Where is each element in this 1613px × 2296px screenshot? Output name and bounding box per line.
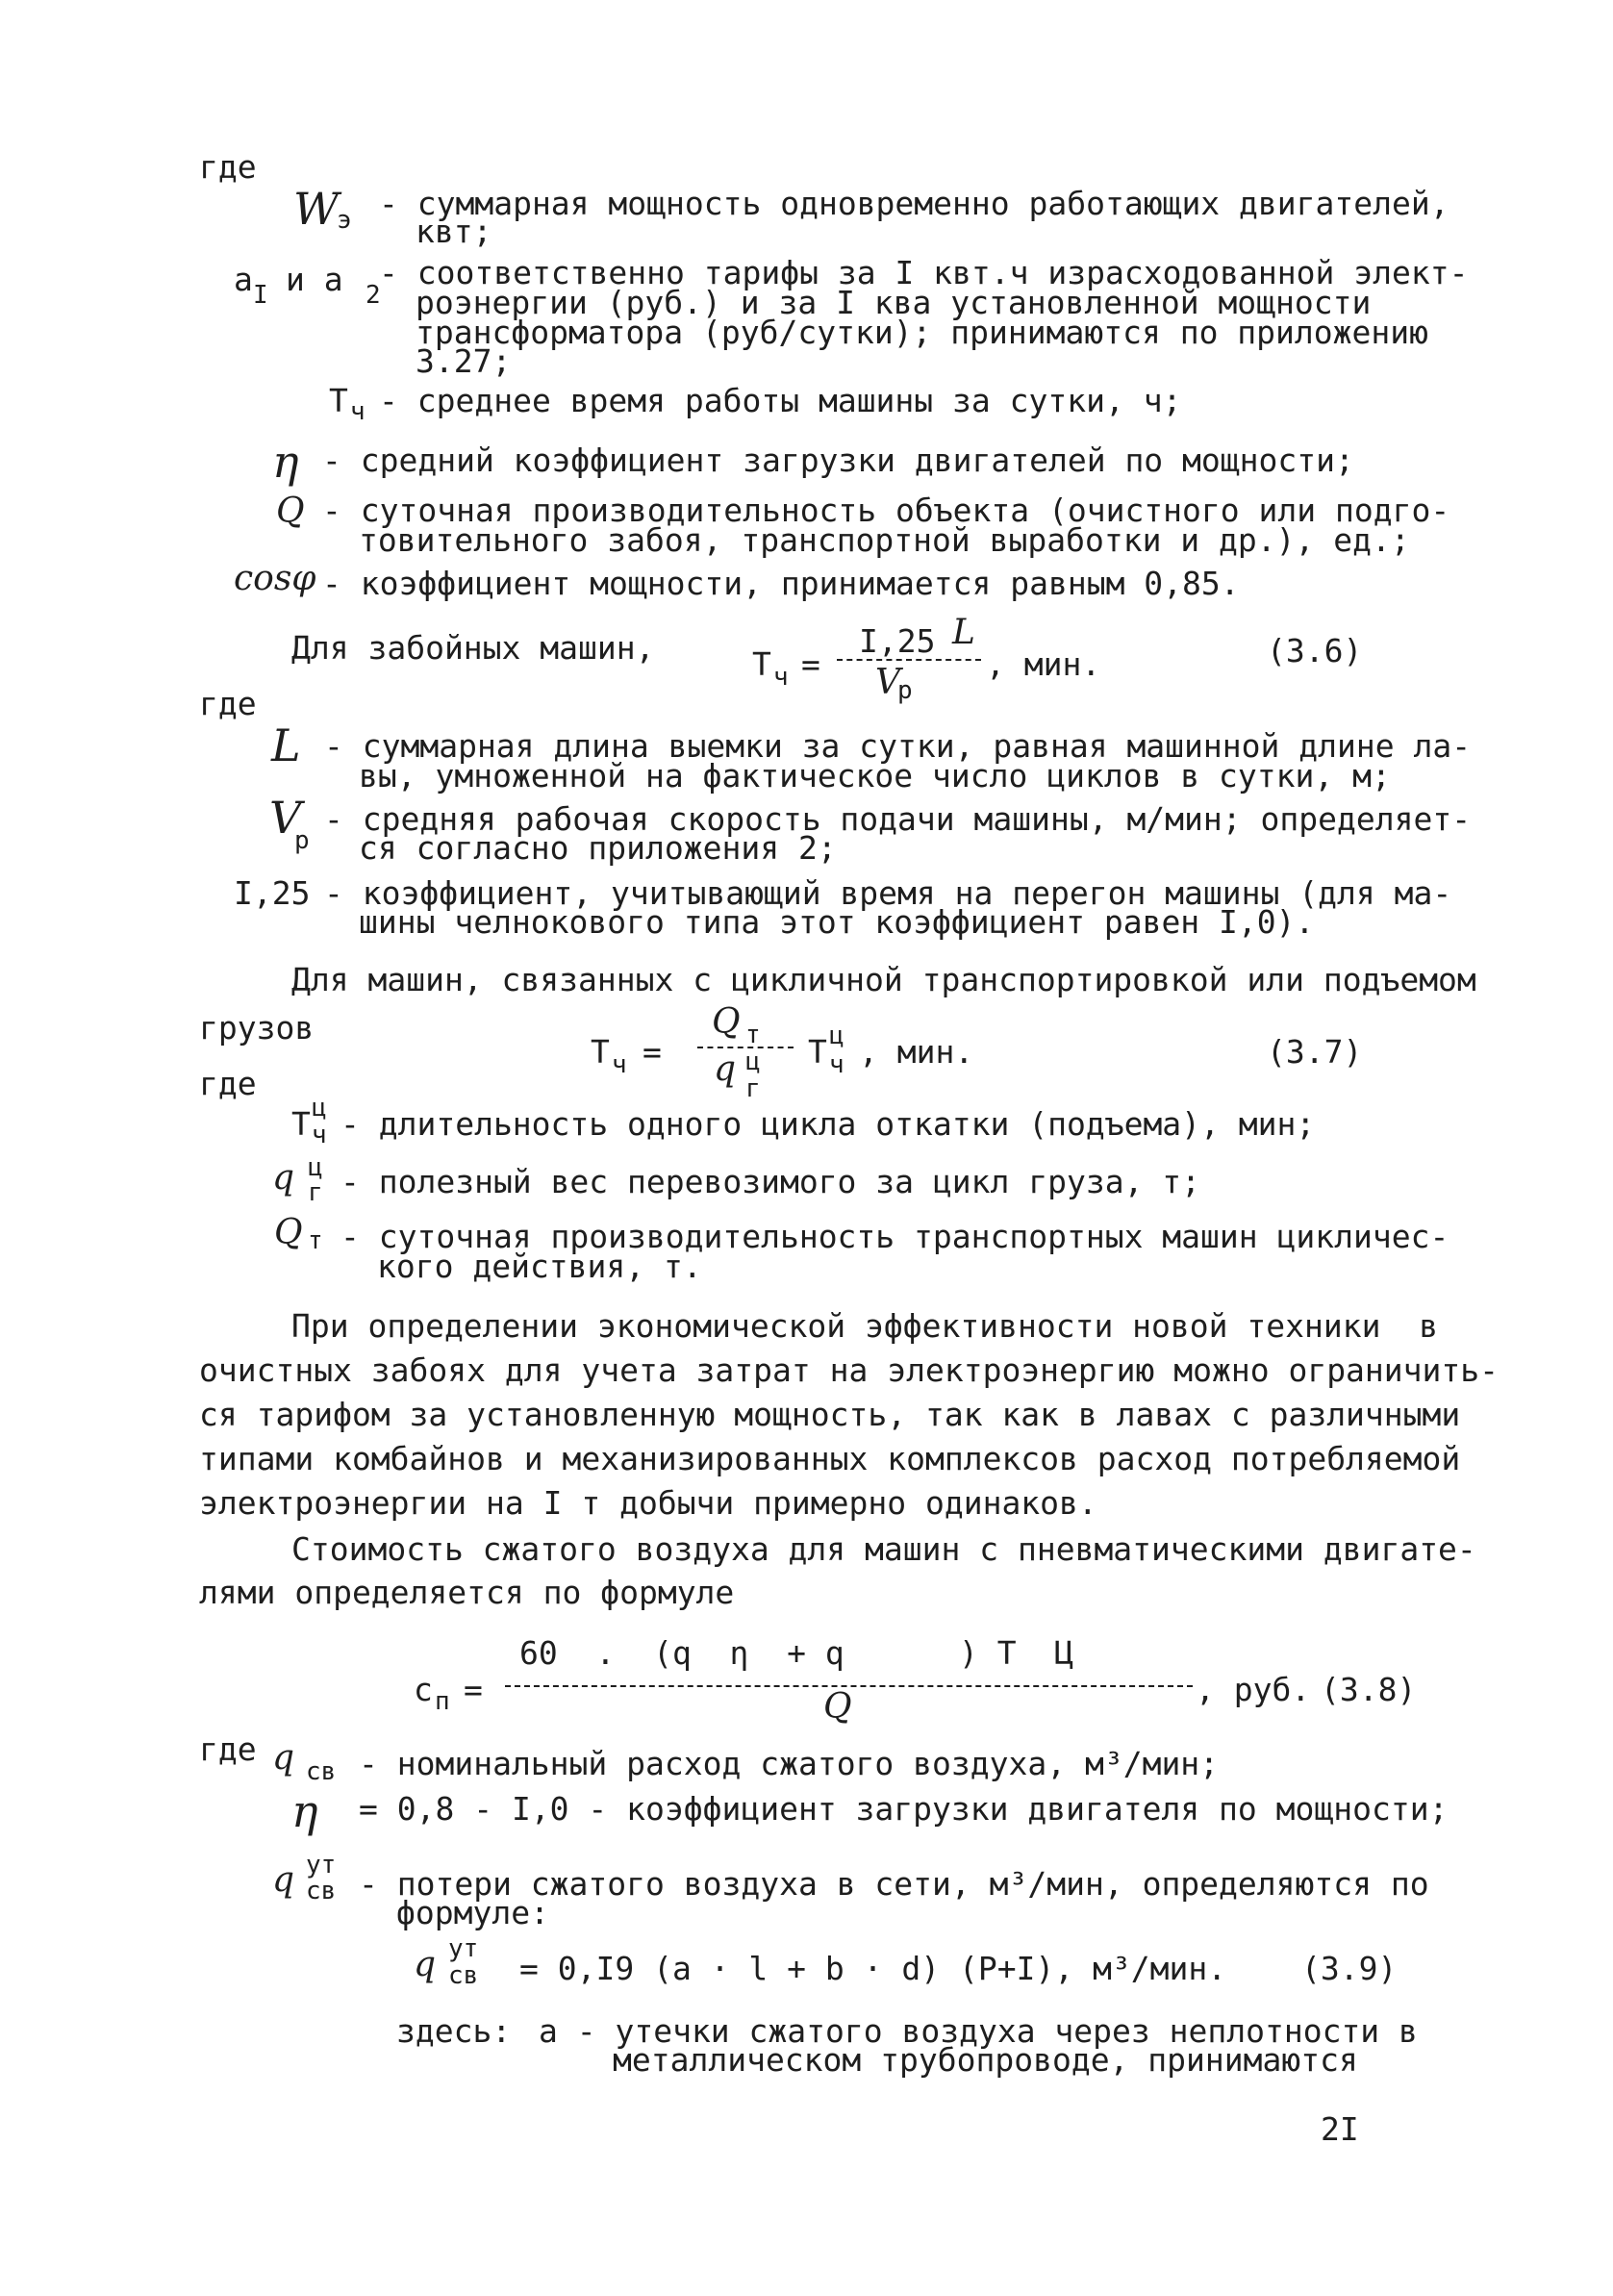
symbol-l: L — [271, 719, 301, 771]
eq37-unit: , мин. — [859, 1033, 974, 1071]
where-label-3: где — [199, 1065, 257, 1102]
def-q-line2: товительного забоя, транспортной выработки и др.), ед.; — [359, 521, 1410, 559]
symbol-a2: и a — [286, 261, 343, 298]
symbol-qsv: q — [272, 1738, 295, 1778]
symbol-q: Q — [276, 492, 305, 531]
eq37-den-sup: ц — [745, 1047, 761, 1076]
para-air-line2: лями определяется по формуле — [199, 1574, 735, 1611]
symbol-tcycle: T — [291, 1105, 311, 1143]
def-vp-line2: ся согласно приложения 2; — [359, 829, 837, 867]
eq38-numerator: 60 . (q η + q ) T Ц — [519, 1634, 1074, 1672]
symbol-tch-sub: ч — [350, 397, 365, 426]
symbol-qcycle: q — [272, 1158, 295, 1198]
eq36-lhs: T — [752, 645, 771, 683]
eq39-rhs: = 0,I9 (a · l + b · d) (P+I), м³/мин. — [519, 1950, 1227, 1987]
eq37-mult-sup: ц — [829, 1022, 844, 1050]
where-label-2: где — [199, 685, 257, 722]
symbol-vp-sub: p — [294, 826, 310, 855]
symbol-a1-sub: I — [253, 281, 268, 310]
symbol-qcycle-sub: г — [308, 1178, 323, 1207]
eq38-lhs-sub: п — [435, 1687, 450, 1716]
symbol-qt-sub: т — [308, 1226, 323, 1255]
note-line2: металлическом трубопроводе, принимаются — [613, 2041, 1358, 2079]
para-cyclic-line1: Для машин, связанных с цикличной транспортировкой или подъемом — [291, 961, 1476, 998]
symbol-qsv-sub: св — [306, 1757, 337, 1786]
eq37-mult-sub: ч — [829, 1050, 844, 1079]
eq36-fraction-bar — [837, 659, 981, 661]
eq38-unit: , руб. — [1196, 1671, 1311, 1708]
eq36-unit: , мин. — [986, 645, 1101, 683]
eq37-mult: T — [808, 1033, 827, 1071]
def-qsv: - номинальный расход сжатого воздуха, м³/мин; — [359, 1745, 1220, 1782]
eq37-num-sub: т — [745, 1021, 761, 1049]
para-cyclic-line2: грузов — [199, 1009, 315, 1047]
eq39-lhs-sub: св — [448, 1961, 479, 1990]
para-economic-line4: типами комбайнов и механизированных комплексов расход потребляемой — [199, 1440, 1461, 1477]
symbol-qut-sub: св — [306, 1877, 337, 1905]
def-tcycle: - длительность одного цикла откатки (подъема), мин; — [340, 1105, 1316, 1143]
eq36-den-sub: p — [897, 676, 913, 705]
def-eta: - средний коэффициент загрузки двигателей по мощности; — [322, 442, 1354, 479]
def-a-line1: - соответственно тарифы за I квт.ч израсходованной элект- — [379, 254, 1469, 291]
eq36-intro: Для забойных машин, — [291, 629, 655, 667]
eq37-den: q — [714, 1049, 737, 1089]
def-qt-line1: - суточная производительность транспортных машин цикличес- — [340, 1218, 1449, 1255]
para-economic-line2: очистных забоях для учета затрат на электроэнергию можно ограничить- — [199, 1351, 1500, 1389]
def-a-line3: трансформатора (руб/сутки); принимаются по приложению — [416, 314, 1428, 351]
def-125-line1: - коэффициент, учитывающий время на перегон машины (для ма- — [324, 874, 1452, 912]
para-air-line1: Стоимость сжатого воздуха для машин с пневматическими двигате- — [291, 1530, 1476, 1568]
def-vp-line1: - средняя рабочая скорость подачи машины, м/мин; определяет- — [324, 800, 1472, 838]
def-125-line2: шины челнокового типа этот коэффициент равен I,0). — [359, 903, 1315, 941]
def-qt-line2: кого действия, т. — [377, 1248, 702, 1285]
eq36-number: (3.6) — [1267, 632, 1363, 669]
def-l-line2: вы, умноженной на фактическое число циклов в сутки, м; — [359, 757, 1391, 795]
symbol-qcycle-sup: ц — [308, 1153, 323, 1182]
eq38-number: (3.8) — [1321, 1671, 1417, 1708]
eq38-equals: = — [464, 1671, 483, 1708]
eq36-num: I,25 — [859, 622, 936, 660]
eq39-lhs: q — [414, 1945, 437, 1984]
symbol-eta: η — [272, 436, 299, 488]
eq36-lhs-sub: ч — [773, 663, 789, 692]
def-qut-line1: - потери сжатого воздуха в сети, м³/мин, определяются по — [359, 1865, 1429, 1903]
eq37-lhs-sub: ч — [612, 1050, 627, 1079]
symbol-qut-sup: ут — [306, 1851, 337, 1880]
def-q-line1: - суточная производительность объекта (очистного или подго- — [322, 492, 1450, 529]
eq37-number: (3.7) — [1267, 1033, 1363, 1071]
def-cosphi: - коэффициент мощности, принимается равным 0,85. — [322, 565, 1240, 602]
note-label: здесь: — [396, 2012, 512, 2050]
symbol-w: W — [293, 183, 340, 235]
eq39-number: (3.9) — [1301, 1950, 1398, 1987]
def-w-line1: - суммарная мощность одновременно работающих двигателей, — [379, 185, 1449, 222]
def-qut-line2: формуле: — [396, 1894, 549, 1931]
symbol-a1: a — [234, 261, 253, 298]
symbol-a2-sub: 2 — [365, 281, 381, 310]
page-number: 2I — [1321, 2110, 1359, 2148]
def-tch: - среднее время работы машины за сутки, ч; — [379, 382, 1182, 419]
symbol-tch: T — [329, 382, 348, 419]
symbol-qt: Q — [274, 1213, 303, 1252]
symbol-125: I,25 — [234, 874, 311, 912]
eq37-num: Q — [712, 1002, 741, 1042]
where-label: где — [199, 148, 257, 186]
symbol-cosphi: cosφ — [234, 559, 316, 598]
symbol-vp: V — [269, 792, 302, 844]
symbol-eta-2: η — [291, 1785, 318, 1837]
eq38-denominator: Q — [823, 1687, 852, 1727]
def-eta-2: = 0,8 - I,0 - коэффициент загрузки двигателя по мощности; — [359, 1790, 1449, 1828]
def-a-line2: роэнергии (руб.) и за I ква установленной мощности — [416, 284, 1372, 321]
eq37-lhs: T — [591, 1033, 610, 1071]
eq37-equals: = — [643, 1033, 662, 1071]
def-a-line4: 3.27; — [416, 342, 512, 380]
symbol-tcycle-sup: ц — [312, 1094, 327, 1123]
where-label-4: где — [199, 1730, 257, 1768]
para-economic-line3: ся тарифом за установленную мощность, так как в лавах с различными — [199, 1396, 1461, 1433]
eq36-equals: = — [801, 645, 820, 683]
def-l-line1: - суммарная длина выемки за сутки, равная машинной длине ла- — [324, 727, 1472, 765]
para-economic-line1: При определении экономической эффективности новой техники в — [291, 1307, 1439, 1345]
symbol-tcycle-sub: ч — [312, 1121, 327, 1149]
def-w-line2: квт; — [416, 213, 492, 250]
eq36-num-sym: L — [952, 613, 975, 652]
symbol-w-sub: э — [337, 206, 352, 235]
eq39-lhs-sup: ут — [448, 1934, 479, 1963]
note-line1: a - утечки сжатого воздуха через неплотности в — [539, 2012, 1418, 2050]
eq38-lhs: c — [414, 1671, 433, 1708]
symbol-qut: q — [272, 1860, 295, 1900]
def-qcycle: - полезный вес перевозимого за цикл груза, т; — [340, 1163, 1201, 1200]
eq37-den-sub: г — [745, 1074, 761, 1103]
eq36-den: V — [875, 663, 900, 702]
para-economic-line5: электроэнергии на I т добычи примерно одинаков. — [199, 1484, 1097, 1522]
